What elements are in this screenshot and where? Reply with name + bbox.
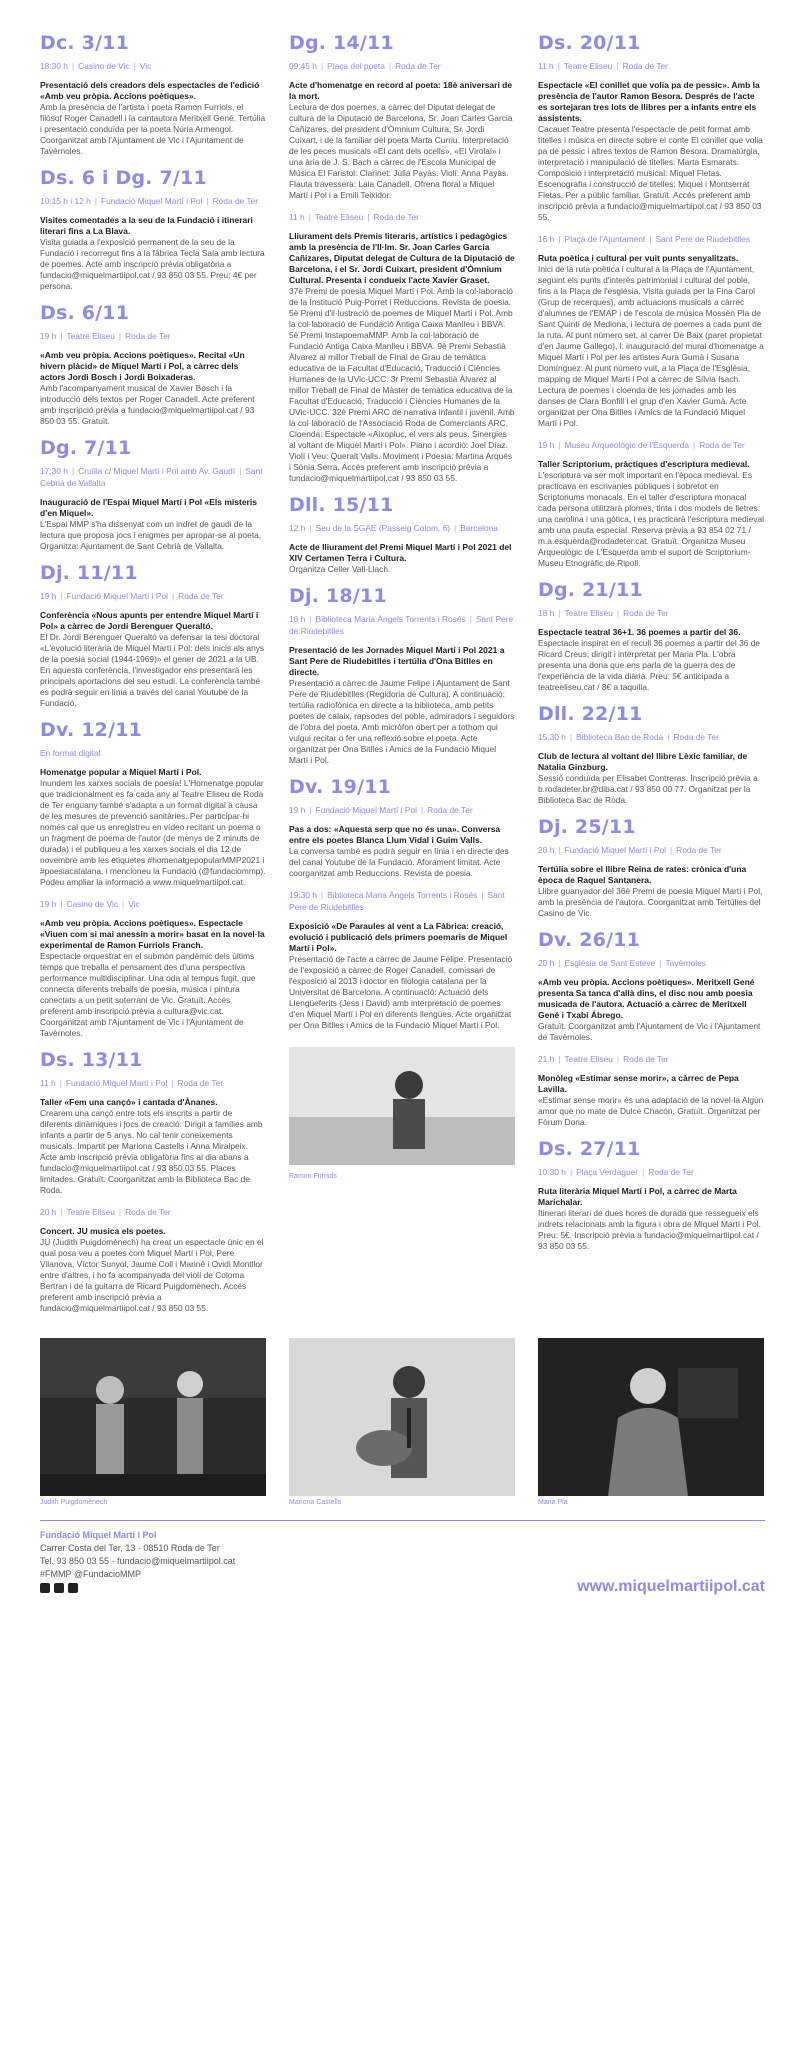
event-date: Ds. 20/11 [538,32,641,54]
meta-separator: | [239,466,242,476]
column-2 [289,32,515,1180]
meta-separator: | [71,61,75,71]
event-body: Espectacle orquestrat en el submón pandèmic dels últims temps que treballa el pensament des d'una perspectiva performance multidisciplinar. Una oda al tempus fugit, que connecta diferents treballs de poesia, música i pintura conectats a un petit soterrani de Vic. Gratuït. Accés preferent amb inscripció prèvia a cultura@vic.cat. Coorganitzat amb l'Ajuntament de Vic i l'Ajuntament de Tavèrnoles. [40,951,256,1038]
event-meta [538,844,764,856]
meta-part: 09:45 h [289,61,317,71]
event-date: Ds. 27/11 [538,1138,641,1160]
meta-part: 20 h [538,958,555,968]
column-1 [40,32,266,1324]
meta-separator: | [481,890,484,900]
meta-separator: | [569,1167,573,1177]
event-title: Taller «Fem una cançó» i cantada d'Ànanes. [40,1097,218,1107]
meta-part: Fundació Miquel Martí i Pol [315,805,417,815]
meta-part: Sant Pere de Riudebitlles [289,614,514,636]
meta-part: 11 h [538,61,554,71]
meta-part: Sant Pere de Riudebitlles [289,890,505,912]
event-body: L'Espai MMP s'ha dissenyat com un indret de gaudi de la lectura que proposa jocs i enigmes per apropar-se al poeta. Organitza: Ajuntament de Sant Cebrià de Vallalta. [40,519,262,551]
event-date: Dg. 14/11 [289,32,394,54]
meta-separator: | [308,212,311,222]
mariona-photo-image [289,1338,515,1496]
event-body: «Estimar sense morir» és una adaptació de la novel·la Algún amor que no mate de Dulce Chacón. Gratuït. Organitzat per Fòrum Dona. [538,1095,764,1127]
meta-separator: | [693,440,696,450]
event-title: Ruta poètica i cultural per vuit punts senyalitzats. [538,253,739,263]
meta-part: Cruïlla c/ Miquel Martí i Pol amb Av. Gaudí [78,466,236,476]
event-body: Espectacle inspirat en el recull 36 poemes a partir del 36 de Ricard Creus, dirigit i interpretat per Maria Pla. L'obra presenta una dona que ens parla de la guerra des de l'experiència de la vida diària. Preu: 5€ anticipada a teatreeliseu.cat / 8€ a taquilla. [538,638,761,692]
event-block [538,1053,764,1128]
meta-separator: | [616,1054,620,1064]
meta-part: Roda de Ter [178,591,224,601]
event-block [40,167,266,292]
meta-part: Museu Arqueològic de l'Esquerda [564,440,690,450]
meta-part: Església de Sant Esteve [564,958,656,968]
footer-hashtags: #FMMP @FundacioMMP [40,1569,141,1579]
event-meta [40,1077,266,1089]
event-title: Espectacle teatral 36+1. 36 poemes a partir del 36. [538,627,741,637]
meta-part: 18 h [538,608,555,618]
meta-separator: | [309,523,312,533]
meta-part: Roda de Ter [373,212,419,222]
event-title: Taller Scriptorium, pràctiques d'escriptura medieval. [538,459,750,469]
meta-separator: | [122,899,125,909]
meta-part: Fundació Miquel Martí i Pol [65,1078,168,1088]
photo-caption: Maria Pla [538,1499,568,1506]
meta-part: 11 h [40,1078,56,1088]
event-block [538,1138,764,1252]
meta-separator: | [94,196,97,206]
event-block [538,439,764,569]
event-block [538,929,764,1043]
event-date: Dj. 18/11 [289,585,387,607]
meta-part: Roda de Ter [623,1054,669,1064]
photo-ramon [289,1041,515,1180]
event-meta [538,607,764,619]
event-block [538,816,764,919]
meta-part: Teatre Eliseu [563,61,613,71]
meta-separator: | [558,440,561,450]
event-block [538,233,764,429]
event-date: Dj. 25/11 [538,816,636,838]
event-meta [40,590,266,602]
event-date: Dll. 22/11 [538,703,643,725]
program-columns [40,32,765,1324]
event-block [40,898,266,1039]
event-title: Presentació de les Jornades Miquel Martí i Pol 2021 a Sant Pere de Riudebitlles i tertúlia d'Ona Bitlles en directe. [289,645,505,677]
event-meta [40,195,266,207]
event-title: Conferència «Nous apunts per entendre Miquel Martí i Pol» a càrrec de Jordi Berenguer Queraltó. [40,610,259,631]
meta-part: Biblioteca Maria Àngels Torrents i Rosés [315,614,466,624]
meta-part: 11 h [289,212,305,222]
event-body: L'escriptura va ser molt important en l'època medieval. Es practicava en escrivanies públiques i sobretot en Scriptoriums monacals. En el taller d'escriptura monacal cada persona utilitzarà plomes, tinta i dos models de lletres: una carolina i una gòtica, i es practicarà l'escriptura medieval amb una pauta especial. Reserva prèvia a 93 854 02 71 / m.a.esquerda@rodadeter.cat. Gratuït. Organitza Museu Arqueològic de L'Esquerda amb el suport de Scriptorium-Museu Etnogràfic de Ripoll. [538,470,764,568]
meta-part: 15:30 h [538,732,566,742]
meta-part: En format digital [40,748,101,758]
photo-caption: Ramon Furriols [289,1173,337,1180]
website-link[interactable]: www.miquelmartiipol.cat [577,1578,765,1595]
event-meta [538,1053,764,1065]
meta-separator: | [171,591,175,601]
photo-maria [538,1338,764,1506]
event-date: Ds. 6 i Dg. 7/11 [40,167,207,189]
meta-separator: | [320,61,324,71]
event-meta [538,957,764,969]
event-body: El Dr. Jordi Berenguer Queraltó va defensar la tesi doctoral «L'evolució literària de Miquel Martí i Pol: dels inicis als anys de la poesia social (1944-1969)» el gener de 2021 a la UB. En aquesta conferència, l'investigador ens presentarà les principals aportacions del seu estudi. La conferència també es podrà seguir en línia a través del canal Youtube de la Fundació. [40,632,265,708]
event-body: Itinerari literari de dues hores de durada que ressegueix els indrets relacionats amb la figura i obra de Miquel Martí i Pol. Preu: 5€. Inscripció prèvia a fundacio@miquelmartiipol.cat / 93 850 03 55. [538,1208,761,1251]
meta-part: Teatre Eliseu [66,1207,115,1217]
event-body: Sessió conduïda per Elisabet Contreras. Inscripció prèvia a b.rodadeter.br@diba.cat / 93 850 00 77. Organitzat per la Biblioteca Bac de Roda. [538,773,758,805]
meta-part: Roda de Ter [427,805,473,815]
event-body: Presentació a càrrec de Jaume Felipe i Ajuntament de Sant Pere de Riudebitlles (Regidoria de Cultura). A continuació: tertúlia radiofònica en directe a la biblioteca, amb petits poetes de calaix, rapsodes del poble, admiradors i seguidors de l'obra del poeta. Amb micròfon obert per a tothom qui vulgui recitar o fer una reflexió sobre el poeta. Acte organitzat per Ona Bitlles i Amics de la Fundació Miquel Martí i Pol. [289,678,515,765]
meta-part: 18 h [289,614,306,624]
twitter-icon[interactable] [40,1583,50,1593]
event-block [40,32,266,157]
meta-part: Teatre Eliseu [66,331,115,341]
event-meta [289,613,515,637]
event-date: Dv. 12/11 [40,719,143,741]
event-title: Acte de lliurament del Premi Miquel Martí i Pol 2021 del XIV Certamen Terra i Cultura. [289,542,512,563]
meta-separator: | [642,1167,645,1177]
event-block [40,437,266,552]
event-body: Visita guiada a l'exposició permanent de la seu de la Fundació i recorregut fins a la fàbrica Tecla Sala amb lectura de poemes. Acte amb inscripció prèvia obligatòria a fundacio@miquelmartiipol.cat / 93 850 03 55. Preu: 4€ per persona. [40,237,265,291]
meta-part: Teatre Eliseu [564,1054,613,1064]
meta-separator: | [669,845,673,855]
event-body: Inundem les xarxes socials de poesia! L'Homenatge popular que tradicionalment es fa cada any al Teatre Eliseu de Roda de Ter enguany també s'adapta a un format digital a causa de les mesures de prevenció sanitàries. Per participar-hi només cal que us enregistreu en vídeo recitant un poema o un fragment de poema de l'autor (de menys de 2 minuts de durada) i el publiqueu a les xarxes socials el dia 12 de novembre amb les etiquetes #homenatgepopularMMP2021 i #poesiacatalana, i mencioneu la Fundació (@fundaciommp). Podeu ampliar la informació a www.miquelmartiipol.cat. [40,778,266,887]
meta-separator: | [206,196,209,206]
meta-part: Biblioteca Bac de Roda [576,732,664,742]
footer [40,1529,765,1593]
event-title: Pas a dos: «Aquesta serp que no és una». Conversa entre els poetes Blanca Llum Vidal i Guim Valls. [289,824,501,845]
meta-separator: | [558,845,561,855]
meta-part: Roda de Ter [673,732,719,742]
meta-separator: | [388,61,392,71]
event-meta [40,60,266,72]
meta-part: 12 h [289,523,306,533]
event-block [538,703,764,806]
meta-part: Barcelona [460,523,498,533]
event-body: Presentació de l'acte a càrrec de Jaume Felipe. Presentació de l'exposició a càrrec de Roger Canadell, comissari de l'exposició al 2013 i doctor en filologia catalana per la Universitat de Barcelona. A continuació: Actuació dels Llengüeferits (Jess i David) amb interpretació de poemes d'en Miquel Martí i Pol en diferents llengües. Acte organitzat per Ona Bitlles i Amics de la Fundació Miquel Martí i Pol. [289,954,513,1030]
meta-separator: | [367,212,370,222]
meta-separator: | [558,1054,561,1064]
event-body: Lectura de dos poemes, a càrrec del Diputat delegat de cultura de la Diputació de Barcelona, Sr. Joan Carles Garcia Cañizares, del president d'Òmnium Cultura, Sr. Jordi Cuixart, i de la familiar del poeta Marta Curriu. Interpretació de les peces musicals «El cant dels ocells», «El Virolai» i una ària de J. S. Bach a càrrec de l'Escola Municipal de Música El Faristol: Clarinet: Júlia Payàs. Violí: Anna Payàs. Flauta travessera: Laia Canadell. Ofrena floral a Miquel Martí i Pol i a Emili Teixidor. [289,102,513,200]
event-meta [40,330,266,342]
event-block [289,32,515,201]
bottom-photos [40,1338,765,1506]
event-block [289,776,515,879]
meta-part: Teatre Eliseu [314,212,364,222]
event-body: JU (Judith Puigdomènech) ha creat un espectacle únic en el qual posa veu a poetes com Miquel Martí i Pol, Pere Vilanova, Víctor Sunyol, Jaume Coll i Mariné i Ovidi Montllor entre d'altres, i ho fa acompanyada del violí de Coloma Bertran i de la guitarra de Ricard Puigdomènech. Accés preferent amb inscripció prèvia a fundacio@miquelmartiipol.cat / 93 850 03 55. [40,1237,264,1313]
meta-part: Plaça de l'Ajuntament [564,234,646,244]
event-block [538,32,764,223]
event-block [40,719,266,888]
event-date: Dg. 21/11 [538,579,643,601]
event-date: Dv. 19/11 [289,776,392,798]
footer-address: Carrer Costa del Ter, 13 · 08510 Roda de Ter [40,1543,220,1553]
page [40,32,765,1593]
meta-part: 10:15 h i 12 h [40,196,91,206]
event-title: Monòleg «Estimar sense morir», a càrrec de Pepa Lavilla. [538,1073,739,1094]
meta-part: Seu de la SGAE (Passeig Colom, 6) [315,523,451,533]
meta-part: Roda de Ter [395,61,441,71]
facebook-icon[interactable] [54,1583,64,1593]
event-block [289,889,515,1031]
ramon-photo-image [289,1047,515,1165]
meta-part: 20 h [538,845,555,855]
event-body: Amb la presència de l'artista i poeta Ramon Furriols, el filòsof Roger Canadell i la cantautora Meritxell Gené. Tertúlia i presentació conduïda per la poeta Núria Armengol. Coorganitzat amb l'Ajuntament de Vic i l'Ajuntament de Tavèrnoles. [40,102,266,156]
meta-part: Plaça Verdaguer [576,1167,639,1177]
event-meta [538,1166,764,1178]
event-title: Espectacle «El conillet que volia pa de pessic». Amb la presència de l'autor Ramon Besora. Després de l'acte es sortejaran tres lots de llibres per a infants entre els assistents. [538,80,760,123]
meta-part: Teatre Eliseu [564,608,613,618]
meta-separator: | [309,805,312,815]
event-meta [538,439,764,451]
event-meta [538,731,764,743]
event-title: Inauguració de l'Espai Miquel Martí i Pol «Els misteris d'en Miquel». [40,497,257,518]
event-meta [40,1206,266,1218]
event-block [40,562,266,709]
photo-judith [40,1338,266,1506]
meta-part: Roda de Ter [177,1078,224,1088]
meta-separator: | [558,958,561,968]
meta-separator: | [616,61,619,71]
event-block [538,579,764,693]
event-title: Lliurament dels Premis literaris, artístics i pedagògics amb la presència de l'Il·lm. Sr. Joan Carles Garcia Cañizares, Diputat delegat de Cultura de la Diputació de Barcelona, i el Sr. Jordi Cuixart, president d'Òmnium Cultural. Presenta i condueix l'acte Xavier Graset. [289,231,515,285]
judith-photo-image [40,1338,266,1496]
event-meta [289,804,515,816]
meta-part: Roda de Ter [623,608,669,618]
meta-separator: | [616,608,620,618]
meta-part: Roda de Ter [648,1167,694,1177]
meta-part: Roda de Ter [212,196,259,206]
footer-org: Fundació Miquel Martí i Pol [40,1530,157,1540]
meta-part: Plaça del poeta [327,61,385,71]
event-body: Gratuït. Coorganitzat amb l'Ajuntament de Vic i l'Ajuntament de Tavèrnoles. [538,1021,761,1042]
column-3 [538,32,764,1262]
meta-part: Roda de Ter [699,440,745,450]
meta-part: Roda de Ter [622,61,668,71]
event-date: Ds. 13/11 [40,1049,143,1071]
meta-separator: | [320,890,324,900]
event-meta [538,233,764,245]
meta-separator: | [118,331,122,341]
meta-separator: | [60,899,63,909]
event-block [40,1049,266,1196]
event-body: Crearem una cançó entre tots els inscrits a partir de diferents dinàmiques i jocs de creació. Dirigit a famílies amb infants a partir de 5 anys. No cal tenir coneixements musicals. Impartit per Mariona Castells i Anna Miralpeix. Acte amb inscripció prèvia obligatòria fins al dia abans a fundacio@miquelmartiipol.cat / 93 850 03 55. Places limitades. Gratuït. Coorganitzat amb la Biblioteca Bac de Roda. [40,1108,263,1195]
meta-separator: | [60,1207,63,1217]
event-title: Visites comentades a la seu de la Fundació i itinerari literari fins a La Blava. [40,215,253,236]
meta-separator: | [557,61,560,71]
footer-contact: Tel. 93 850 03 55 · fundacio@miquelmartiipol.cat [40,1556,236,1566]
meta-part: 17:30 h [40,466,68,476]
meta-part: Sant Pere de Riudebitlles [655,234,750,244]
meta-separator: | [171,1078,174,1088]
event-body: 37è Premi de poesia Miquel Martí i Pol. Amb la col·laboració de la Institució Puig-Porret i Reduccions. Revista de poesia. 5è Premi d'il·lustració de poemes de Miquel Martí i Pol. Amb la col·laboració de Fundació Antiga Caixa Manlleu i BBVA. 5è Premi InstapoemaMMP. Amb la col·laboració de Fundació Antiga Caixa Manlleu i BBVA. 9è Premi Sebastià Àlvarez al millor Treball de Final de Grau de temàtica educativa de la Facultat d'Educació, Traducció i Ciències Humanes de la UVic-UCC. 3r Premi Sebastià Àlvarez al millor Treball de Final de Màster de temàtica educativa de la Facultat d'Educació, Traducció i Ciències Humanes de la UVic-UCC. 32è Premi ARC de narrativa infantil i juvenil. Amb la col·laboració de l'Associació Roda de Comerciants ARC. Cloenda: Espectacle «Aixopluc, el vers als peus. Sinergies al voltant de Miquel Martí i Pol». Piano i acordió: Joel Díaz. Violí i Veu: Queralt Valls. Moviment i Poesia: Martina Arqués i Sònia Serra. Accés preferent amb inscripció prèvia a fundacio@miquelmartiipol.cat / 93 850 03 55. [289,286,515,483]
meta-separator: | [569,732,573,742]
meta-part: 20 h [40,1207,57,1217]
meta-part: Casino de Vic [78,61,130,71]
meta-separator: | [667,732,670,742]
meta-separator: | [558,234,561,244]
event-block [289,211,515,484]
meta-separator: | [118,1207,122,1217]
meta-separator: | [71,466,75,476]
event-title: Homenatge popular a Miquel Martí i Pol. [40,767,202,777]
meta-part: Roda de Ter [125,1207,171,1217]
meta-separator: | [420,805,424,815]
event-title: Presentació dels creadors dels espectacles de l'edició «Amb veu pròpia. Accions poètiques». [40,80,260,101]
event-block [40,302,266,427]
event-meta [289,889,515,913]
event-title: «Amb veu pròpia. Accions poètiques». Meritxell Gené presenta Sa tanca d'allà dins, el disc nou amb poesia musicada de l'autora. Actuació a càrrec de Meritxell Gené i Txabi Ábrego. [538,977,755,1020]
meta-part: 19 h [40,591,57,601]
event-body: La conversa també es podrà seguir en línia i en directe des del canal Youtube de la Fundació. Aforament limitat. Acte coorganitzat amb Reduccions. Revista de poesia. [289,846,509,878]
meta-separator: | [558,608,561,618]
event-date: Dj. 11/11 [40,562,138,584]
event-meta [289,211,515,223]
meta-part: Fundació Miquel Martí i Pol [564,845,666,855]
meta-separator: | [59,1078,62,1088]
event-block [40,1206,266,1314]
meta-part: Sant Cebrià de Vallalta [40,466,263,488]
meta-part: 19 h [40,331,57,341]
event-date: Dll. 15/11 [289,494,394,516]
meta-part: 21 h [538,1054,555,1064]
meta-part: 16 h [538,234,555,244]
meta-separator: | [133,61,136,71]
event-block [289,494,515,575]
maria-photo-image [538,1338,764,1496]
event-meta [289,60,515,72]
event-body: Llibre guanyador del 36è Premi de poesia Miquel Martí i Pol, amb la presència de l'autora. Coorganitzat amb Tertúlies del Casino de Vic. [538,886,763,918]
meta-part: Fundació Miquel Martí i Pol [66,591,168,601]
event-meta [40,465,266,489]
event-title: Tertúlia sobre el llibre Reina de rates: crònica d'una època de Raquel Santanera. [538,864,747,885]
event-title: «Amb veu pròpia. Accions poètiques». Espectacle «Viuen com si mai anessin a morir» basat en la novel·la experimental de Ramon Furriols Franch. [40,918,265,950]
meta-part: Biblioteca Maria Àngels Torrents i Rosés [327,890,478,900]
event-block [289,585,515,766]
footer-divider [40,1520,765,1521]
meta-separator: | [309,614,312,624]
photo-mariona [289,1338,515,1506]
meta-part: 19:30 h [289,890,317,900]
meta-separator: | [649,234,652,244]
photo-caption: Judith Puigdomènech [40,1499,108,1506]
meta-part: Roda de Ter [125,331,171,341]
photo-caption: Mariona Castells [289,1499,342,1506]
meta-part: 19 h [289,805,306,815]
event-meta [40,898,266,910]
event-title: «Amb veu pròpia. Accions poètiques». Recital «Un hivern plàcid» de Miquel Martí i Pol, a càrrec dels actors Jordi Bosch i Jordi Boixaderas. [40,350,245,382]
meta-separator: | [454,523,457,533]
event-title: Exposició «De Paraules al vent a La Fàbrica: creació, evolució i publicació dels primers poemaris de Miquel Martí i Pol». [289,921,508,953]
meta-separator: | [469,614,472,624]
meta-part: Roda de Ter [676,845,722,855]
event-date: Dc. 3/11 [40,32,130,54]
event-title: Club de lectura al voltant del llibre Lèxic familiar, de Natalia Ginzburg. [538,751,748,772]
event-meta [538,60,764,72]
event-meta [289,522,515,534]
event-body: Inici de la ruta poètica i cultural a la Plaça de l'Ajuntament, seguint els punts d'interès patrimonial i cultural del poble, fins a la Plaça de l'església. Visita guiada per la Fina Carol (Grup de recerques), amb actuacions musicals a càrrec d'alumnes de l'EMAP i de l'escola de música Mossèn Pla de Sant Quintí de Mediona, i lectura de poemes a cada punt de la ruta. Al punt número set, al carrer De Baix (paret propietat d'en Jaume Gallego), l. inauguració del mural d'homenatge a Miquel Martí i Pol per les artistes Aura Gumà i Susana Domínguez. Al punt número vuit, a la Plaça de l'Església, mapping de Miquel Martí i Pol a càrrec de Sílvia Isach. Lectura de poemes i cloenda de les jornades amb les danses de Clara Bonfill i el grup d'en Xavier Gumà. Acte organitzat per Ona Bitlles i Amics de la Fundació Miquel Martí i Pol. [538,264,764,428]
event-title: Ruta literària Miquel Martí i Pol, a càrrec de Marta Marichalar. [538,1186,737,1207]
meta-part: 19 h [40,899,57,909]
event-title: Concert. JU musica els poetes. [40,1226,166,1236]
meta-part: Casino de Vic [66,899,119,909]
instagram-icon[interactable] [68,1583,78,1593]
meta-part: Fundació Miquel Martí i Pol [100,196,203,206]
meta-part: Tavèrnoles [665,958,706,968]
meta-part: 10:30 h [538,1167,566,1177]
meta-part: 19 h [538,440,555,450]
event-body: Cacauet Teatre presenta l'espectacle de petit format amb titelles i música en directe sobre el conte El conillet que volia pa de pessic i altres textos de Ramon Besora. Dramatúrgia, interpretació i manipulació de titelles: Marta Esmarats. Composició i interpretació musical: Miquel Fletas. Escenografia i construcció de titelles: Miquel i Montserrat Fletas. Per a públic familiar. Gratuït. Accés preferent amb inscripció prèvia a fundacio@miquelmartiipol.cat / 93 850 03 55. [538,124,763,222]
meta-separator: | [60,591,63,601]
meta-part: Vic [139,61,152,71]
event-date: Dv. 26/11 [538,929,641,951]
event-body: Organitza Celler Vall-Llach. [289,564,391,574]
meta-separator: | [60,331,63,341]
meta-part: 18:30 h [40,61,68,71]
meta-part: Vic [128,899,140,909]
event-title: Acte d'homenatge en record al poeta: 18è aniversari de la mort. [289,80,513,101]
event-body: Amb l'acompanyament musical de Xavier Bosch i la introducció dels textos per Roger Canadell. Acte preferent amb inscripció prèvia a fundacio@miquelmartiipol.cat / 93 850 03 55. Gratuït. [40,383,255,426]
event-meta [40,747,266,759]
meta-separator: | [659,958,662,968]
event-date: Dg. 7/11 [40,437,132,459]
event-date: Ds. 6/11 [40,302,130,324]
